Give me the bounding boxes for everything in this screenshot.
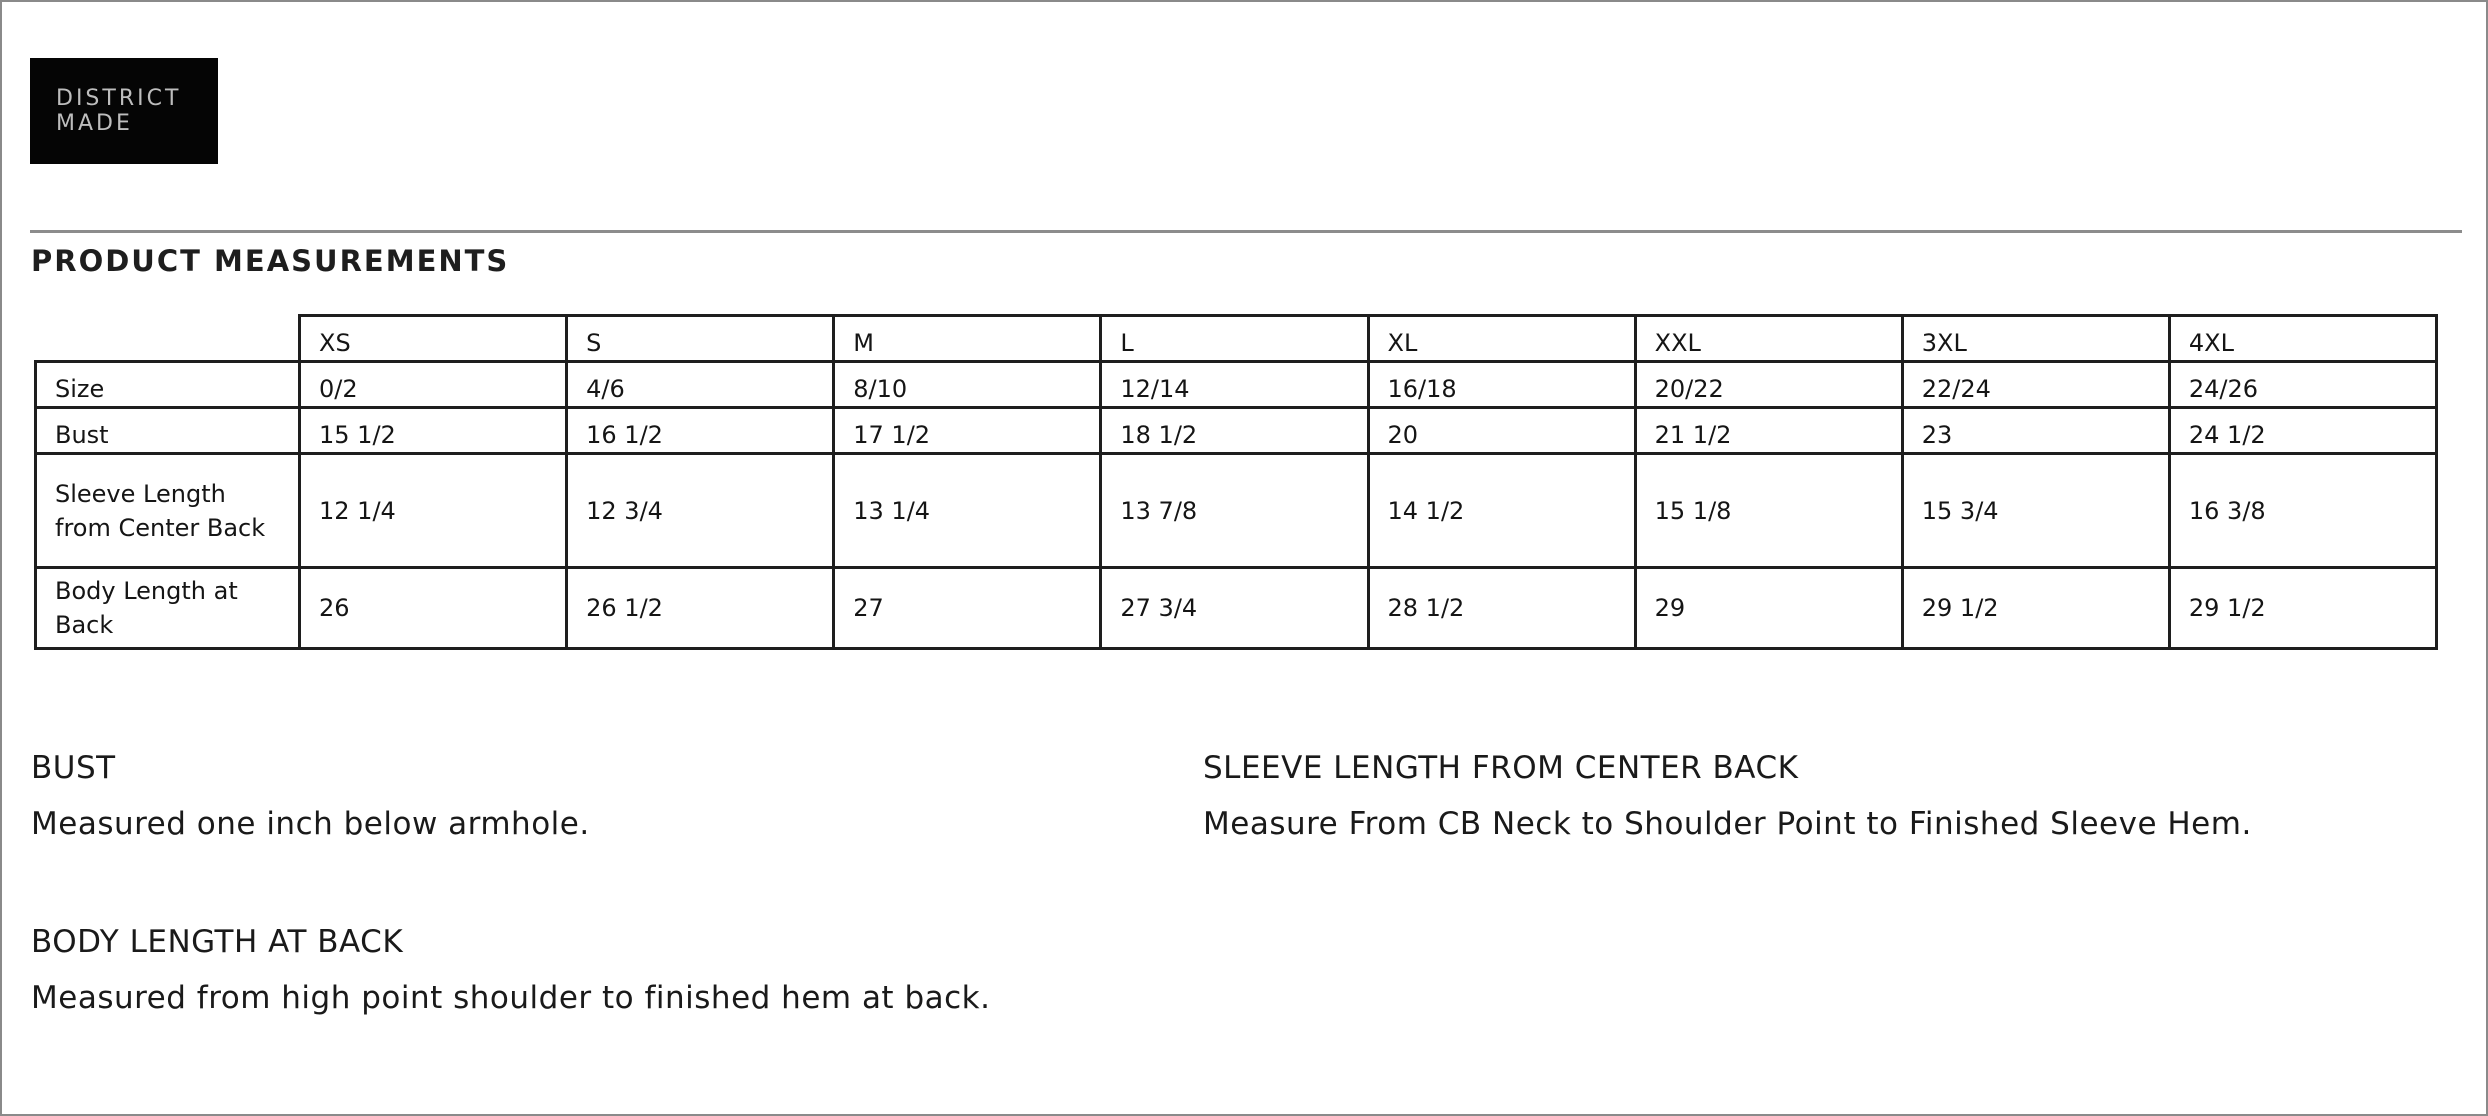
row-label: Size	[36, 362, 300, 408]
row-label: Body Length at Back	[36, 568, 300, 649]
table-cell: 17 1/2	[834, 408, 1101, 454]
table-row-body-length	[36, 568, 2437, 649]
table-cell: 26	[300, 568, 567, 649]
bust-heading: BUST	[31, 750, 116, 786]
table-cell: 24/26	[2169, 362, 2436, 408]
body-length-heading: BODY LENGTH AT BACK	[31, 924, 404, 960]
table-cell: 16 1/2	[567, 408, 834, 454]
table-cell: 16/18	[1368, 362, 1635, 408]
column-header: 3XL	[1902, 316, 2169, 362]
logo-line-1: DISTRICT	[56, 86, 182, 111]
body-length-text: Measured from high point shoulder to finished hem at back.	[31, 980, 991, 1016]
section-title: PRODUCT MEASUREMENTS	[31, 244, 510, 278]
table-cell: 29 1/2	[1902, 568, 2169, 649]
column-header: 4XL	[2169, 316, 2436, 362]
table-cell: 15 3/4	[1902, 454, 2169, 568]
table-row-bust	[36, 408, 2437, 454]
table-cell: 13 1/4	[834, 454, 1101, 568]
table-header-row	[36, 316, 2437, 362]
column-header: XL	[1368, 316, 1635, 362]
table-cell: 20/22	[1635, 362, 1902, 408]
bust-description	[31, 750, 590, 842]
table-cell: 16 3/8	[2169, 454, 2436, 568]
table-cell: 27	[834, 568, 1101, 649]
table-row-size	[36, 362, 2437, 408]
header-corner-cell	[36, 316, 300, 362]
table-cell: 29 1/2	[2169, 568, 2436, 649]
table-cell: 8/10	[834, 362, 1101, 408]
table-row-sleeve-length	[36, 454, 2437, 568]
table-cell: 15 1/2	[300, 408, 567, 454]
table-cell: 18 1/2	[1101, 408, 1368, 454]
measurements-table	[34, 314, 2438, 650]
table-cell: 29	[1635, 568, 1902, 649]
column-header: M	[834, 316, 1101, 362]
column-header: XXL	[1635, 316, 1902, 362]
table-cell: 23	[1902, 408, 2169, 454]
sleeve-description	[1203, 750, 2252, 842]
header-divider	[30, 230, 2462, 233]
sleeve-heading: SLEEVE LENGTH FROM CENTER BACK	[1203, 750, 1799, 786]
row-label: Sleeve Length from Center Back	[36, 454, 300, 568]
table-cell: 12/14	[1101, 362, 1368, 408]
table-cell: 0/2	[300, 362, 567, 408]
table-cell: 4/6	[567, 362, 834, 408]
table-cell: 26 1/2	[567, 568, 834, 649]
table-cell: 12 1/4	[300, 454, 567, 568]
table-cell: 13 7/8	[1101, 454, 1368, 568]
table-cell: 24 1/2	[2169, 408, 2436, 454]
bust-text: Measured one inch below armhole.	[31, 806, 590, 842]
table-cell: 20	[1368, 408, 1635, 454]
body-length-description	[31, 924, 990, 1016]
column-header: S	[567, 316, 834, 362]
table-cell: 27 3/4	[1101, 568, 1368, 649]
brand-logo	[30, 58, 218, 164]
table-cell: 21 1/2	[1635, 408, 1902, 454]
logo-line-2: MADE	[56, 111, 133, 136]
table-cell: 22/24	[1902, 362, 2169, 408]
table-cell: 12 3/4	[567, 454, 834, 568]
sleeve-text: Measure From CB Neck to Shoulder Point to Finished Sleeve Hem.	[1203, 806, 2252, 842]
table-cell: 14 1/2	[1368, 454, 1635, 568]
table-cell: 28 1/2	[1368, 568, 1635, 649]
table-cell: 15 1/8	[1635, 454, 1902, 568]
row-label: Bust	[36, 408, 300, 454]
column-header: L	[1101, 316, 1368, 362]
column-header: XS	[300, 316, 567, 362]
